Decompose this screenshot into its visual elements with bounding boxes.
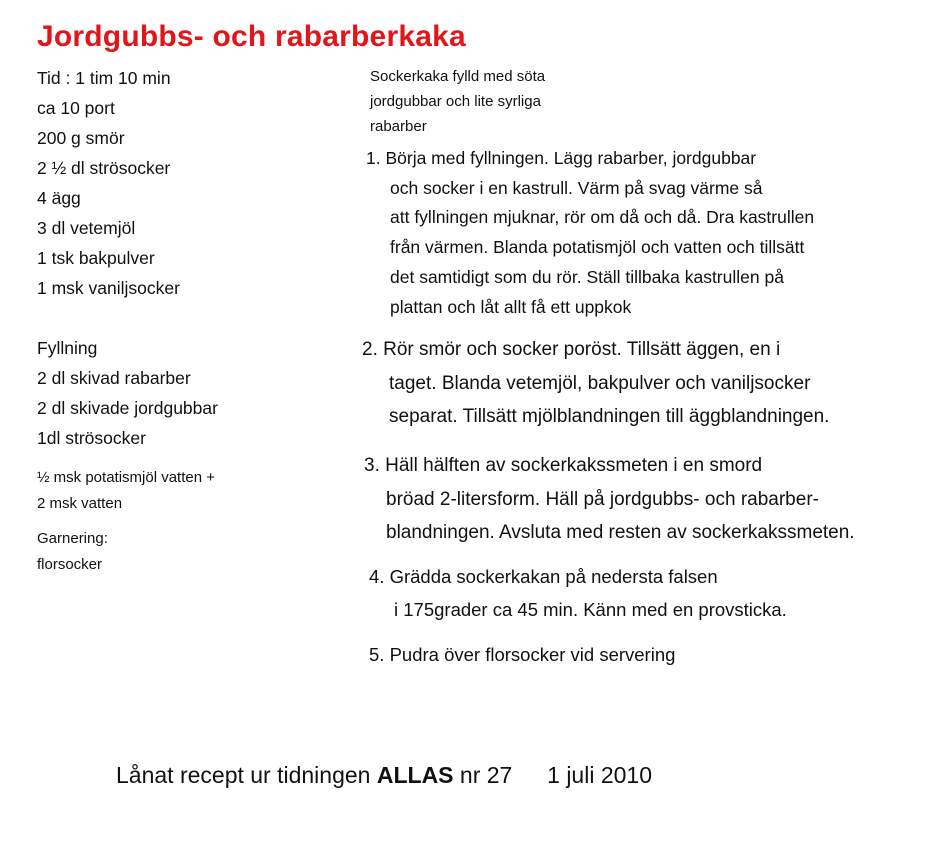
step-1 bbox=[366, 144, 814, 322]
ingredient-item: 1 tsk bakpulver bbox=[37, 248, 155, 268]
step-line: taget. Blanda vetemjöl, bakpulver och vaniljsocker bbox=[389, 372, 811, 394]
ingredient-item: 200 g smör bbox=[37, 128, 125, 148]
step-4 bbox=[369, 560, 787, 626]
step-line: bröad 2-litersform. Häll på jordgubbs- och rabarber- bbox=[386, 488, 819, 510]
recipe-intro bbox=[370, 64, 545, 139]
step-line: 2. Rör smör och socker poröst. Tillsätt äggen, en i bbox=[362, 339, 781, 360]
recipe-title: Jordgubbs- och rabarberkaka bbox=[37, 20, 466, 53]
step-5 bbox=[369, 640, 675, 670]
thickener-note bbox=[37, 465, 215, 517]
step-line: det samtidigt som du rör. Ställ tillbaka kastrullen på bbox=[390, 266, 784, 287]
ingredient-item: Tid : 1 tim 10 min bbox=[37, 68, 171, 88]
intro-line: Sockerkaka fylld med söta bbox=[370, 68, 546, 85]
ingredient-item: 4 ägg bbox=[37, 188, 81, 208]
step-line: och socker i en kastrull. Värm på svag värme så bbox=[390, 177, 763, 198]
step-line: i 175grader ca 45 min. Känn med en provsticka. bbox=[394, 599, 787, 620]
ingredient-item: 3 dl vetemjöl bbox=[37, 218, 136, 238]
filling-section bbox=[37, 333, 218, 453]
intro-line: rabarber bbox=[370, 118, 427, 135]
ingredient-item: ca 10 port bbox=[37, 98, 115, 118]
step-line: 3. Häll hälften av sockerkakssmeten i en smord bbox=[364, 455, 763, 476]
garnish-heading: Garnering: bbox=[37, 530, 108, 547]
step-line: att fyllningen mjuknar, rör om då och då. Dra kastrullen bbox=[390, 207, 815, 228]
filling-item: 1dl strösocker bbox=[37, 428, 146, 448]
ingredient-item: 2 ½ dl strösocker bbox=[37, 158, 171, 178]
credit-prefix: Lånat recept ur tidningen bbox=[116, 762, 371, 788]
step-line: 1. Börja med fyllningen. Lägg rabarber, jordgubbar bbox=[366, 148, 757, 168]
intro-line: jordgubbar och lite syrliga bbox=[370, 93, 541, 110]
step-2 bbox=[362, 333, 829, 434]
filling-heading: Fyllning bbox=[37, 338, 98, 358]
thickener-line: 2 msk vatten bbox=[37, 495, 123, 512]
issue-date: 1 juli 2010 bbox=[547, 762, 652, 788]
source-credit bbox=[116, 762, 652, 789]
step-line: från värmen. Blanda potatismjöl och vatten och tillsätt bbox=[390, 237, 805, 258]
issue-number: nr 27 bbox=[459, 762, 513, 788]
step-line: 5. Pudra över florsocker vid servering bbox=[369, 644, 676, 665]
step-line: 4. Grädda sockerkakan på nedersta falsen bbox=[369, 566, 718, 587]
garnish-item: florsocker bbox=[37, 556, 103, 573]
filling-item: 2 dl skivade jordgubbar bbox=[37, 398, 218, 418]
magazine-name: ALLAS bbox=[376, 762, 454, 788]
thickener-line: ½ msk potatismjöl vatten + bbox=[37, 469, 215, 486]
ingredient-item: 1 msk vaniljsocker bbox=[37, 278, 180, 298]
step-3 bbox=[364, 449, 855, 550]
garnish-section bbox=[37, 526, 108, 578]
step-line: blandningen. Avsluta med resten av sockerkakssmeten. bbox=[386, 522, 855, 543]
ingredient-list bbox=[37, 63, 180, 303]
step-line: separat. Tillsätt mjölblandningen till äggblandningen. bbox=[389, 406, 830, 427]
step-line: plattan och låt allt få ett uppkok bbox=[390, 296, 632, 317]
filling-item: 2 dl skivad rabarber bbox=[37, 368, 191, 388]
